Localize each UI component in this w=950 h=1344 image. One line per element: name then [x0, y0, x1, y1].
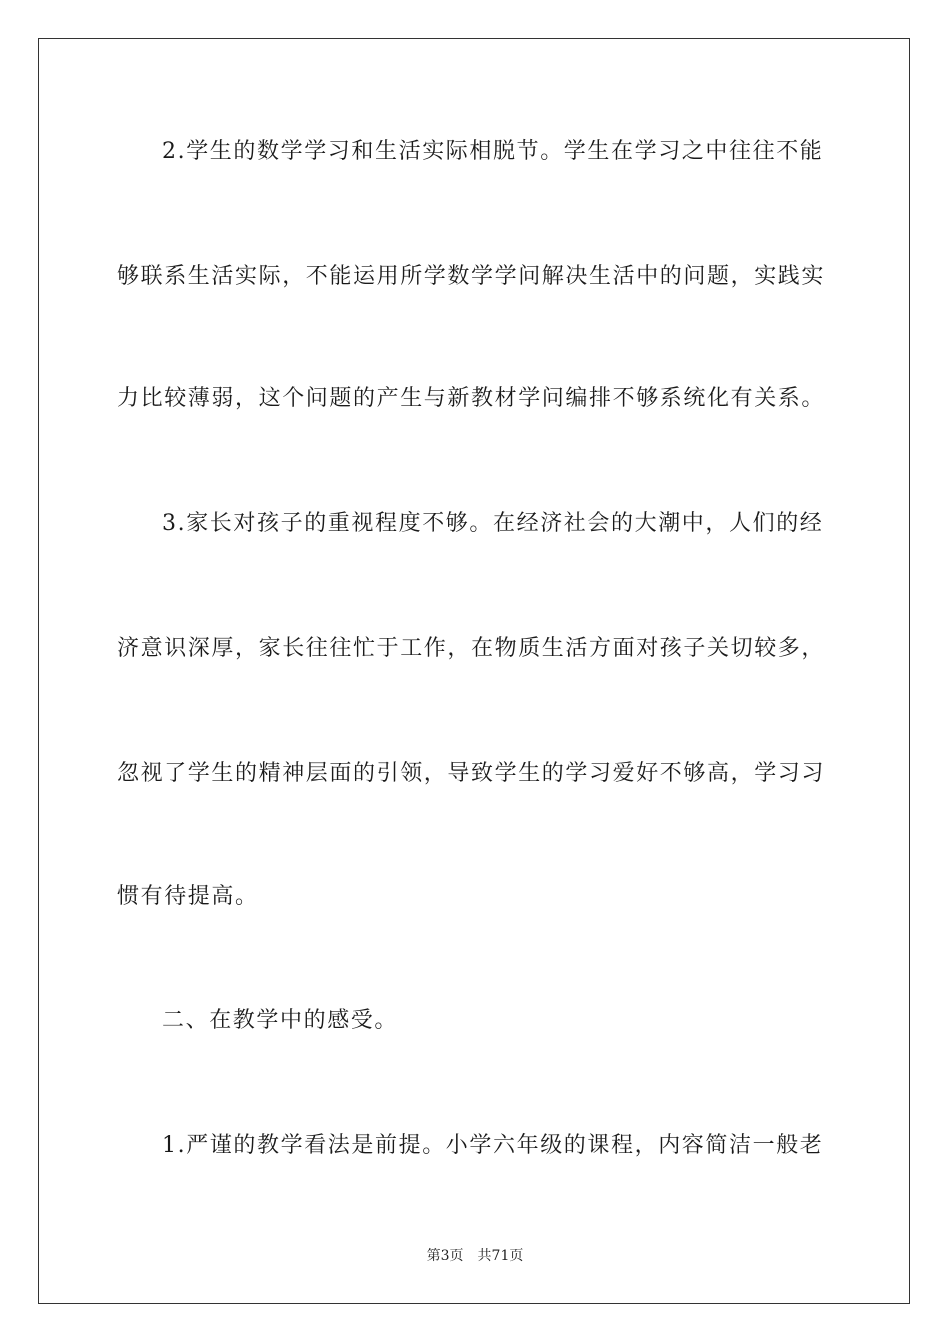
- section-heading: 二、在教学中的感受。: [162, 1008, 399, 1033]
- paragraph-line: 惯有待提高。: [117, 884, 259, 909]
- page-footer: [0, 1246, 950, 1266]
- paragraph-line: 够联系生活实际，不能运用所学数学学问解决生活中的问题，实践实: [117, 264, 826, 289]
- page-border: [38, 38, 910, 1304]
- paragraph-line: 3.家长对孩子的重视程度不够。在经济社会的大潮中，人们的经: [162, 511, 824, 536]
- paragraph-line: 力比较薄弱，这个问题的产生与新教材学问编排不够系统化有关系。: [117, 386, 826, 411]
- total-pages: 共71页: [477, 1248, 524, 1264]
- paragraph-line: 2.学生的数学学习和生活实际相脱节。学生在学习之中往往不能: [162, 139, 824, 164]
- page-number: 第3页: [426, 1248, 464, 1264]
- paragraph-line: 济意识深厚，家长往往忙于工作，在物质生活方面对孩子关切较多，: [117, 636, 826, 661]
- paragraph-line: 1.严谨的教学看法是前提。小学六年级的课程，内容简洁一般老: [162, 1133, 824, 1158]
- paragraph-line: 忽视了学生的精神层面的引领，导致学生的学习爱好不够高，学习习: [117, 761, 826, 786]
